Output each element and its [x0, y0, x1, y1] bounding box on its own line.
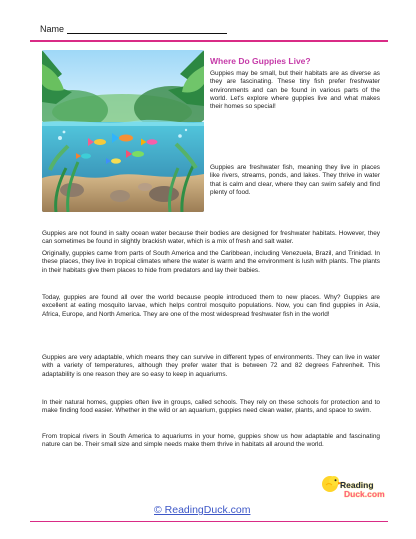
name-label: Name [40, 24, 65, 34]
paragraph-1: Guppies may be small, but their habitats are as diverse as they are fascinating. These tiny fish prefer freshwater environments and can be found in various parts of the world. Let's explore where guppies live and what makes their homes so special! [210, 70, 380, 111]
paragraph-3: Guppies are not found in salty ocean water because their bodies are designed for freshwater habitats. However, they can sometimes be found in slightly brackish water, which is a mix of fresh and salt water. [42, 230, 380, 246]
paragraph-2: Guppies are freshwater fish, meaning they live in places like rivers, streams, ponds, and lakes. They thrive in water that is calm and clear, where they can swim safely and find plenty of food. [210, 164, 380, 197]
reading-duck-logo [320, 473, 385, 519]
brand-line-2 [344, 489, 385, 499]
brand-name [340, 480, 385, 499]
name-row [40, 24, 227, 34]
brand-line-2-text: Duck [344, 489, 365, 499]
guppy-illustration [42, 50, 204, 212]
paragraph-6: Guppies are very adaptable, which means they can survive in different types of environments. They can live in water with a variety of temperatures, although they prefer water that is between 72 and 82 degrees Fahrenheit. This adaptability is one reason they are so easy to keep in aquariums. [42, 354, 380, 378]
brand-suffix: .com [364, 489, 385, 499]
paragraph-8: From tropical rivers in South America to aquariums in your home, guppies show us how adaptable and fascinating nature can be. Their small size and simple needs make them thrive in habitats all around the world. [42, 433, 380, 449]
name-line [67, 24, 227, 34]
bottom-rule [30, 521, 388, 522]
top-rule [30, 40, 388, 42]
brand-line-1: Reading [340, 480, 374, 490]
article-title: Where Do Guppies Live? [210, 56, 311, 66]
footer-link[interactable]: © ReadingDuck.com [154, 504, 251, 516]
worksheet-page [30, 18, 388, 523]
paragraph-4: Originally, guppies came from parts of South America and the Caribbean, including Venezuela, Brazil, and Trinidad. In these places, they live in tropical climates where the water is warm and the environment is lush with plants. The plants in their habitats give them places to hide from predators and lay their babies. [42, 250, 380, 274]
paragraph-5: Today, guppies are found all over the world because people introduced them to new places. Why? Guppies are excellent at eating mosquito larvae, which helps control mosquito populations. Now, you can find guppies in Asia, Africa, Europe, and North America. They are one of the most widespread freshwater fish in the world! [42, 294, 380, 318]
paragraph-7: In their natural homes, guppies often live in groups, called schools. They rely on these schools for protection and to make finding food easier. Whether in the wild or an aquarium, guppies need clean water, plants, and space to swim. [42, 399, 380, 415]
guppy-scene-svg [42, 50, 204, 212]
